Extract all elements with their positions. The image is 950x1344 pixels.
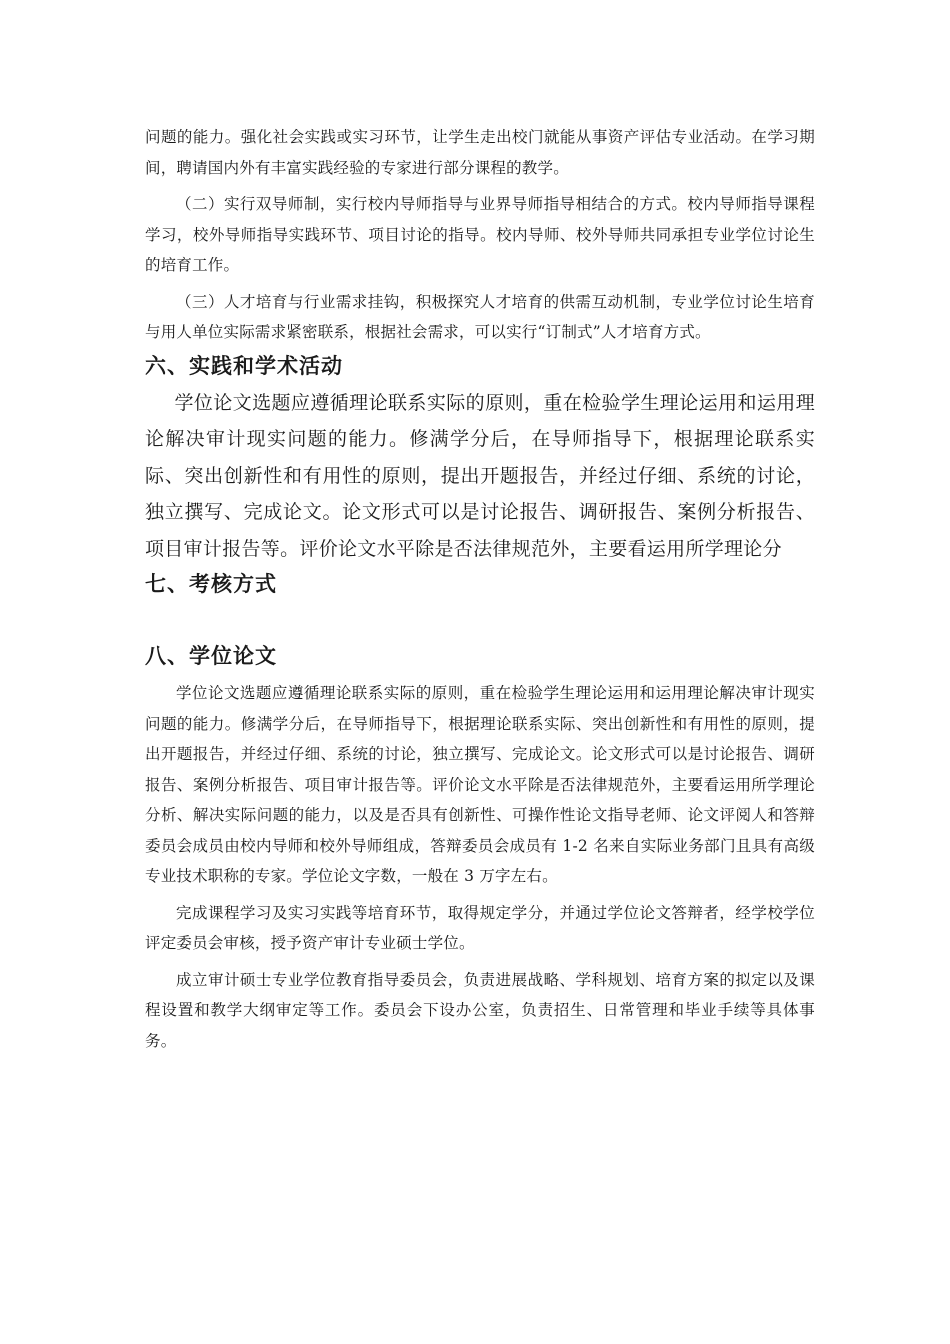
- heading-section6: 六、实践和学术活动: [145, 353, 343, 378]
- paragraph-section6-body: 学位论文选题应遵循理论联系实际的原则，重在检验学生理论运用和运用理论解决审计现实问题的能力。修满学分后，在导师指导下，根据理论联系实际、突出创新性和有用性的原则，提出开题报告，并经过仔细、系统的讨论，独立撰写、完成论文。论文形式可以是讨论报告、调研报告、案例分析报告、项目审计报告等。评价论文水平除是否法律规范外，主要看运用所学理论分: [145, 391, 815, 560]
- paragraph-degree-award: 完成课程学习及实习实践等培育环节，取得规定学分，并通过学位论文答辩者，经学校学位评定委员会审核，授予资产审计专业硕士学位。: [145, 903, 815, 952]
- paragraph-thesis-requirements: 学位论文选题应遵循理论联系实际的原则，重在检验学生理论运用和运用理论解决审计现实问题的能力。修满学分后，在导师指导下，根据理论联系实际、突出创新性和有用性的原则，提出开题报告，并经过仔细、系统的讨论，独立撰写、完成论文。论文形式可以是讨论报告、调研报告、案例分析报告、项目审计报告等。评价论文水平除是否法律规范外，主要看运用所学理论分析、解决实际问题的能力，以及是否具有创新性、可操作性论文指导老师、论文评阅人和答辩委员会成员由校内导师和校外导师组成，答辩委员会成员有 1-2 名来自实际业务部门且具有高级专业技术职称的专家。学位论文字数，一般在 3 万字左右。: [145, 684, 815, 885]
- heading-section7: 七、考核方式: [145, 572, 277, 596]
- paragraph-steering-committee: 成立审计硕士专业学位教育指导委员会，负责进展战略、学科规划、培育方案的拟定以及课程设置和教学大纲审定等工作。委员会下设办公室，负责招生、日常管理和毕业手续等具体事务。: [145, 970, 815, 1050]
- document-page: [145, 122, 815, 1056]
- paragraph-industry-demand: （三）人才培育与行业需求挂钩，积极探究人才培育的供需互动机制，专业学位讨论生培育与用人单位实际需求紧密联系，根据社会需求，可以实行“订制式”人才培育方式。: [145, 292, 815, 341]
- paragraph-section5-continuation: 问题的能力。强化社会实践或实习环节，让学生走出校门就能从事资产评估专业活动。在学习期间，聘请国内外有丰富实践经验的专家进行部分课程的教学。: [145, 128, 815, 177]
- heading-section8: 八、学位论文: [145, 644, 277, 668]
- paragraph-dual-supervisor: （二）实行双导师制，实行校内导师指导与业界导师指导相结合的方式。校内导师指导课程学习，校外导师指导实践环节、项目讨论的指导。校内导师、校外导师共同承担专业学位讨论生的培育工作。: [145, 195, 815, 274]
